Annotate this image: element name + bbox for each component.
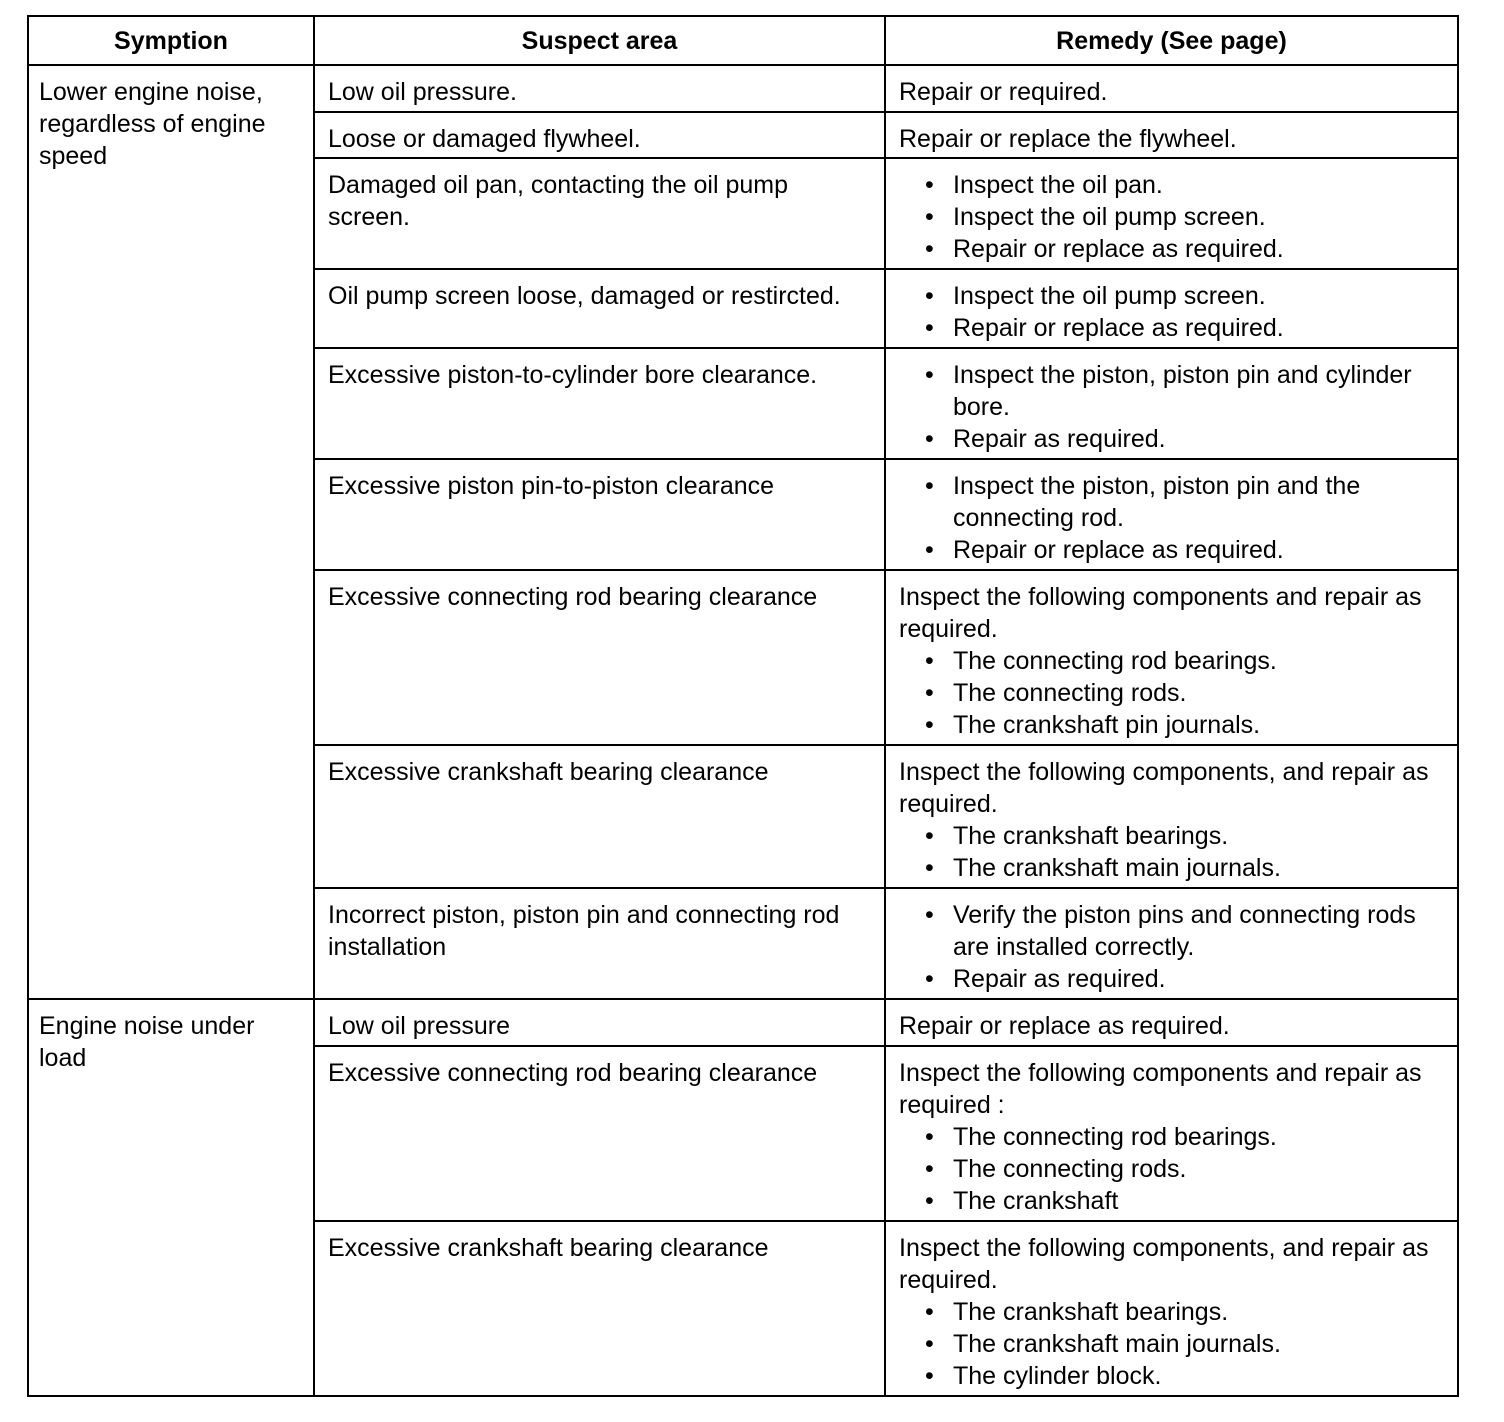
remedy-bullet-item: • The connecting rods.	[899, 677, 1449, 709]
remedy-bullet-item: • Inspect the oil pump screen.	[899, 280, 1449, 312]
remedy-cell	[885, 570, 1458, 745]
remedy-text: Repair or replace the flywheel.	[899, 125, 1237, 153]
remedy-bullet-item: • Inspect the piston, piston pin and cylinder bore.	[899, 359, 1449, 423]
document-page	[27, 15, 1459, 1397]
suspect-area-cell: Low oil pressure	[314, 999, 885, 1046]
remedy-cell	[885, 348, 1458, 459]
remedy-bullet-item: • The crankshaft bearings.	[899, 820, 1449, 852]
remedy-bullet-item: • Verify the piston pins and connecting rods are installed correctly.	[899, 899, 1449, 963]
remedy-cell	[885, 112, 1458, 158]
remedy-text: Inspect the following components, and repair as required.	[899, 1234, 1429, 1294]
symptom-cell: Engine noise under load	[28, 999, 314, 1396]
suspect-area-cell: Excessive connecting rod bearing clearance	[314, 1046, 885, 1221]
remedy-cell	[885, 1046, 1458, 1221]
remedy-bullet-list	[899, 169, 1449, 265]
remedy-bullet-list	[899, 470, 1449, 566]
remedy-bullet-list	[899, 820, 1449, 884]
diagnosis-table	[27, 15, 1459, 1397]
remedy-text: Repair or required.	[899, 78, 1108, 106]
remedy-text: Inspect the following components and repair as required :	[899, 1059, 1422, 1119]
suspect-area-cell: Incorrect piston, piston pin and connecting rod installation	[314, 888, 885, 999]
remedy-bullet-item: • The connecting rods.	[899, 1153, 1449, 1185]
remedy-bullet-list	[899, 899, 1449, 995]
remedy-bullet-list	[899, 1121, 1449, 1217]
remedy-text: Repair or replace as required.	[899, 1012, 1230, 1040]
remedy-bullet-item: • Inspect the oil pan.	[899, 169, 1449, 201]
suspect-area-cell: Excessive piston-to-cylinder bore clearance.	[314, 348, 885, 459]
header-suspect-area: Suspect area	[314, 16, 885, 65]
remedy-cell	[885, 745, 1458, 888]
suspect-area-cell: Excessive crankshaft bearing clearance	[314, 745, 885, 888]
suspect-area-cell: Low oil pressure.	[314, 65, 885, 112]
remedy-cell	[885, 459, 1458, 570]
suspect-area-cell: Excessive crankshaft bearing clearance	[314, 1221, 885, 1396]
remedy-bullet-item: • The crankshaft pin journals.	[899, 709, 1449, 741]
remedy-bullet-list	[899, 359, 1449, 455]
remedy-bullet-item: • The crankshaft main journals.	[899, 1328, 1449, 1360]
suspect-area-cell: Excessive connecting rod bearing clearance	[314, 570, 885, 745]
remedy-bullet-item: • Inspect the piston, piston pin and the connecting rod.	[899, 470, 1449, 534]
remedy-cell	[885, 888, 1458, 999]
remedy-cell	[885, 269, 1458, 348]
remedy-bullet-list	[899, 280, 1449, 344]
remedy-bullet-item: • Repair or replace as required.	[899, 233, 1449, 265]
remedy-cell	[885, 999, 1458, 1046]
suspect-area-cell: Loose or damaged flywheel.	[314, 112, 885, 158]
header-symptom: Symption	[28, 16, 314, 65]
remedy-cell	[885, 1221, 1458, 1396]
remedy-bullet-item: • Repair or replace as required.	[899, 534, 1449, 566]
remedy-text: Inspect the following components and repair as required.	[899, 583, 1422, 643]
symptom-cell: Lower engine noise, regardless of engine speed	[28, 65, 314, 999]
remedy-bullet-list	[899, 645, 1449, 741]
remedy-cell	[885, 65, 1458, 112]
table-row	[28, 65, 1458, 112]
remedy-bullet-item: • The connecting rod bearings.	[899, 1121, 1449, 1153]
remedy-text: Inspect the following components, and repair as required.	[899, 758, 1429, 818]
suspect-area-cell: Oil pump screen loose, damaged or restircted.	[314, 269, 885, 348]
remedy-bullet-item: • Repair or replace as required.	[899, 312, 1449, 344]
suspect-area-cell: Excessive piston pin-to-piston clearance	[314, 459, 885, 570]
remedy-bullet-item: • The cylinder block.	[899, 1360, 1449, 1392]
remedy-bullet-item: • Repair as required.	[899, 423, 1449, 455]
header-row	[28, 16, 1458, 65]
remedy-bullet-item: • The crankshaft main journals.	[899, 852, 1449, 884]
table-body	[28, 65, 1458, 1396]
remedy-bullet-item: • The crankshaft bearings.	[899, 1296, 1449, 1328]
remedy-cell	[885, 158, 1458, 269]
table-row	[28, 999, 1458, 1046]
remedy-bullet-item: • Inspect the oil pump screen.	[899, 201, 1449, 233]
remedy-bullet-list	[899, 1296, 1449, 1392]
suspect-area-cell: Damaged oil pan, contacting the oil pump screen.	[314, 158, 885, 269]
header-remedy: Remedy (See page)	[885, 16, 1458, 65]
remedy-bullet-item: • Repair as required.	[899, 963, 1449, 995]
remedy-bullet-item: • The connecting rod bearings.	[899, 645, 1449, 677]
remedy-bullet-item: • The crankshaft	[899, 1185, 1449, 1217]
